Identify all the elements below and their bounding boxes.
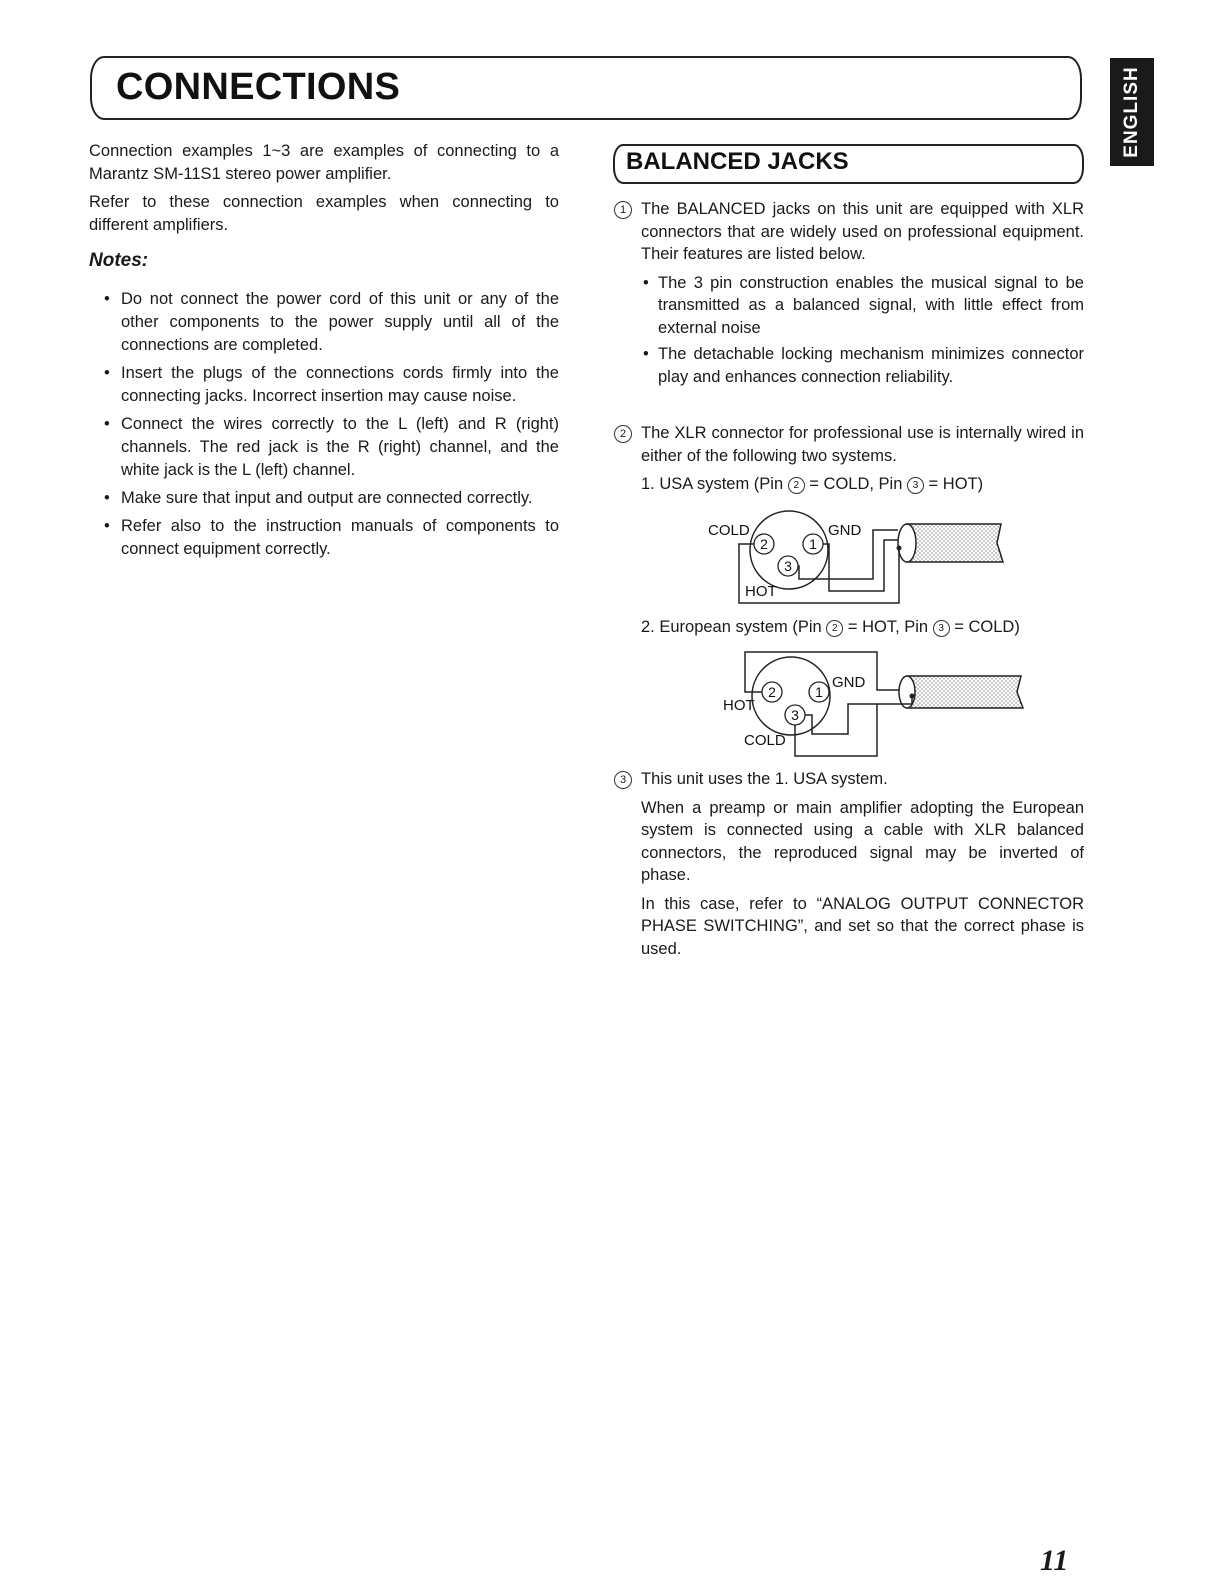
list-item: • The 3 pin construction enables the musical signal to be transmitted as a balanced signal, with little effect from external noise [643, 273, 1084, 337]
european-wiring-diagram [669, 644, 1059, 762]
section-title: BALANCED JACKS [626, 148, 849, 175]
cold-label: COLD [744, 732, 786, 749]
language-tab-label: ENGLISH [1121, 66, 1142, 158]
gnd-label: GND [832, 674, 866, 691]
cable-sheath [907, 524, 1003, 562]
page-title: CONNECTIONS [116, 66, 401, 108]
item-number: 2 [614, 425, 632, 443]
usa-system-line: 1. USA system (Pin 2 = COLD, Pin 3 = HOT) [641, 475, 984, 493]
item-number: 1 [614, 201, 632, 219]
item-text: The XLR connector for professional use is internally wired in either of the following two systems. [641, 424, 1084, 465]
european-system-line: 2. European system (Pin 2 = HOT, Pin 3 = COLD) [641, 617, 1020, 636]
pin-3-label: 3 [791, 707, 799, 723]
solder-point [897, 545, 902, 550]
list-item: • The detachable locking mechanism minimizes connector play and enhances connection reliability. [643, 345, 1084, 386]
pin-2-label: 2 [768, 684, 776, 700]
item-number: 3 [614, 771, 632, 789]
page-number: 11 [1040, 1544, 1069, 1577]
right-column [614, 198, 1084, 966]
usa-wiring-diagram [669, 502, 1059, 610]
item-text: This unit uses the 1. USA system. [641, 770, 888, 788]
list-item: • Connect the wires correctly to the L (left) and R (right) channels. The red jack is the R (right) channel, and the white jack is the L (left) channel. [104, 415, 559, 479]
left-column [89, 140, 559, 566]
gnd-label: GND [828, 521, 862, 539]
item-3 [614, 768, 1084, 960]
feature-list [641, 272, 1084, 389]
list-item: • Do not connect the power cord of this unit or any of the other components to the power supply until all of the connections are completed. [104, 290, 559, 354]
list-item: • Insert the plugs of the connections cords firmly into the connecting jacks. Incorrect insertion may cause noise. [104, 364, 559, 405]
item-1 [614, 198, 1084, 388]
intro-paragraph: Connection examples 1~3 are examples of connecting to a Marantz SM-11S1 stereo power amplifier. [89, 142, 559, 183]
hot-label: HOT [723, 697, 755, 714]
pin-1-label: 1 [809, 535, 817, 552]
item-text: The BALANCED jacks on this unit are equipped with XLR connectors that are widely used on professional equipment. Their features are listed below. [641, 200, 1084, 263]
pin-symbol: 2 [788, 477, 805, 494]
item-paragraph: When a preamp or main amplifier adopting the European system is connected using a cable with XLR balanced connectors, the reproduced signal may be inverted of phase. [641, 798, 1084, 884]
item-2 [614, 422, 1084, 762]
pin-symbol: 3 [907, 477, 924, 494]
hot-label: HOT [745, 582, 777, 600]
cable-sheath [907, 676, 1023, 708]
item-paragraph: In this case, refer to “ANALOG OUTPUT CONNECTOR PHASE SWITCHING”, and set so that the correct phase is used. [641, 894, 1084, 958]
language-tab [1110, 58, 1154, 166]
notes-list [89, 288, 559, 561]
pin-1-label: 1 [815, 684, 823, 700]
cold-label: COLD [708, 521, 750, 539]
pin-symbol: 2 [826, 620, 843, 637]
pin-2-label: 2 [760, 535, 768, 552]
pin-symbol: 3 [933, 620, 950, 637]
intro-paragraph: Refer to these connection examples when connecting to different amplifiers. [89, 193, 559, 234]
solder-point [910, 694, 915, 699]
cable-end [898, 524, 916, 562]
list-item: • Refer also to the instruction manuals of components to connect equipment correctly. [104, 517, 559, 558]
list-item: • Make sure that input and output are connected correctly. [104, 489, 533, 507]
pin-3-label: 3 [784, 557, 792, 574]
notes-heading: Notes: [89, 250, 149, 271]
